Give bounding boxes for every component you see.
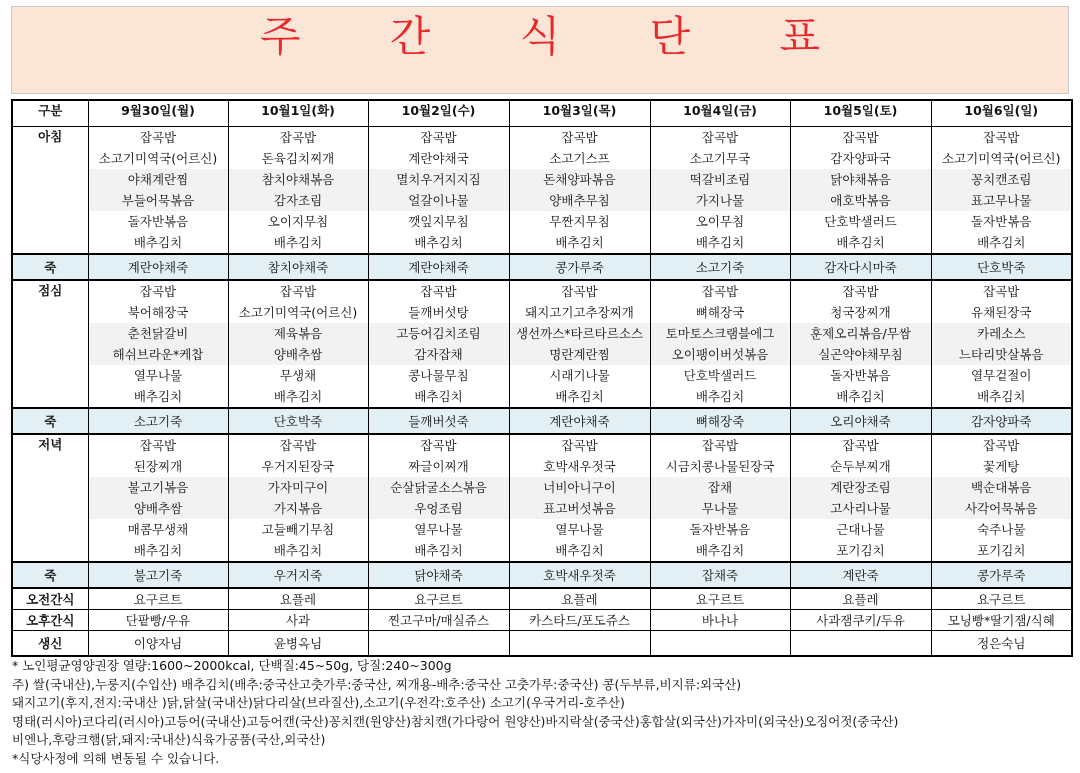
menu-item: 된장찌개 (133, 459, 183, 474)
menu-item: 배추김치 (133, 543, 183, 558)
menu-item: 감자조림 (229, 190, 368, 211)
menu-item: 실곤약야채무침 (791, 344, 931, 365)
am-snack-item: 요구르트 (931, 588, 1072, 610)
menu-item: 돌자반볶음 (830, 368, 891, 383)
note-line: 명태(러시아)코다리(러시아)고등어(국내산)고등어캔(국산)꽁치캔(원양산)참치캔(가다랑어 원양산)바지락살(중국산)홍합살(외국산)가자미(외국산)오징어젓(중국산) (12, 713, 899, 729)
porridge-item: 콩가루죽 (931, 562, 1072, 588)
day-menu-cell (790, 127, 931, 255)
birthday-item (650, 631, 790, 657)
menu-item: 소고기미역국(어르신) (98, 151, 218, 166)
menu-item: 배추김치 (273, 389, 323, 404)
pm-snack-label: 오후간식 (12, 610, 88, 631)
menu-item: 잡곡밥 (701, 438, 739, 453)
day-menu-cell (368, 127, 509, 255)
menu-item: 배추김치 (977, 235, 1026, 250)
day-menu-cell (650, 434, 790, 562)
menu-item: 계란야채국 (408, 151, 469, 166)
menu-item: 배추김치 (555, 543, 604, 558)
menu-item: 양배추쌈 (89, 498, 228, 519)
porridge-item: 들깨버섯죽 (368, 408, 509, 434)
menu-item: 참치야채볶음 (229, 169, 368, 190)
porridge-item: 참치야채죽 (228, 254, 368, 280)
porridge-item: 닭야채죽 (368, 562, 509, 588)
header-day: 10월4일(금) (650, 100, 790, 127)
menu-item: 시래기나물 (549, 368, 610, 383)
meal-label: 아침 (12, 127, 88, 255)
day-menu-cell (228, 127, 368, 255)
porridge-item: 뼈해장죽 (650, 408, 790, 434)
menu-item: 너비아니구이 (510, 477, 650, 498)
menu-item: 멸치우거지지짐 (369, 169, 509, 190)
header-category: 구분 (12, 100, 88, 127)
menu-item: 돌자반볶음 (689, 522, 751, 537)
am-snack-item: 요구르트 (650, 588, 790, 610)
porridge-item: 단호박죽 (931, 254, 1072, 280)
menu-item: 잡곡밥 (842, 438, 879, 453)
am-snack-item: 요플레 (228, 588, 368, 610)
menu-item: 배추김치 (273, 235, 323, 250)
menu-item: 청국장찌개 (830, 305, 891, 320)
day-menu-cell (931, 280, 1072, 408)
menu-item: 표고무나물 (932, 190, 1072, 211)
porridge-item: 오리야채죽 (790, 408, 931, 434)
menu-item: 포기김치 (977, 543, 1026, 558)
pm-snack-item: 카스타드/포도쥬스 (509, 610, 650, 631)
porridge-row (12, 562, 1072, 588)
header-day: 10월6일(일) (931, 100, 1072, 127)
note-line: * 노인평균영양권장 열량:1600~2000kcal, 단백질:45~50g, 당질:240~300g (12, 658, 452, 673)
menu-item: 애호박볶음 (791, 190, 931, 211)
porridge-item: 잡채죽 (650, 562, 790, 588)
menu-item: 매콤무생채 (127, 522, 189, 537)
menu-item: 얼갈이나물 (369, 190, 509, 211)
menu-item: 소고기미역국(어르신) (238, 305, 358, 320)
menu-item: 제육볶음 (229, 323, 368, 344)
menu-item: 잡곡밥 (842, 130, 879, 145)
day-menu-cell (650, 280, 790, 408)
day-menu-cell (88, 280, 228, 408)
menu-item: 무생채 (279, 368, 317, 383)
menu-item: 소고기미역국(어르신) (942, 151, 1061, 166)
menu-item: 단호박샐러드 (824, 214, 897, 229)
menu-item: 배추김치 (133, 389, 183, 404)
menu-item: 뼈해장국 (695, 305, 745, 320)
menu-item: 배추김치 (555, 235, 604, 250)
menu-item: 무짠지무침 (549, 214, 610, 229)
menu-item: 돈육김치찌개 (261, 151, 335, 166)
day-menu-cell (790, 434, 931, 562)
menu-item: 잡곡밥 (842, 284, 879, 299)
menu-item: 꽁치캔조림 (932, 169, 1072, 190)
menu-item: 소고기스프 (549, 151, 610, 166)
menu-item: 배추김치 (695, 235, 745, 250)
menu-item: 가지볶음 (229, 498, 368, 519)
menu-item: 고사리나물 (791, 498, 931, 519)
menu-item: 돈채양파볶음 (510, 169, 650, 190)
birthday-item (368, 631, 509, 657)
menu-item: 깻잎지무침 (408, 214, 469, 229)
birthday-row (12, 631, 1072, 657)
am-snack-item: 요플레 (509, 588, 650, 610)
menu-item: 우거지된장국 (261, 459, 335, 474)
birthday-item: 윤병옥님 (228, 631, 368, 657)
day-menu-cell (368, 280, 509, 408)
menu-item: 감자양파국 (830, 151, 891, 166)
menu-item: 사각어묵볶음 (932, 498, 1072, 519)
am-snack-item: 요플레 (790, 588, 931, 610)
menu-item: 순살닭굴소스볶음 (369, 477, 509, 498)
menu-item: 표고버섯볶음 (510, 498, 650, 519)
menu-item: 단호박샐러드 (683, 368, 757, 383)
day-menu-cell (931, 127, 1072, 255)
menu-item: 잡곡밥 (279, 284, 317, 299)
menu-item: 카레소스 (932, 323, 1072, 344)
menu-item: 배추김치 (555, 389, 604, 404)
menu-item: 돌자반볶음 (971, 214, 1032, 229)
menu-item: 열무겉절이 (971, 368, 1032, 383)
menu-item: 잡채 (651, 477, 790, 498)
menu-item: 생선까스*타르타르소스 (510, 323, 650, 344)
menu-item: 북어해장국 (127, 305, 189, 320)
menu-item: 잡곡밥 (279, 130, 317, 145)
menu-item: 부들어묵볶음 (89, 190, 228, 211)
pm-snack-item: 찐고구마/매실쥬스 (368, 610, 509, 631)
header-day: 10월5일(토) (790, 100, 931, 127)
menu-item: 시금치콩나물된장국 (665, 459, 775, 474)
porridge-item: 계란야채죽 (368, 254, 509, 280)
menu-item: 콩나물무침 (408, 368, 469, 383)
porridge-item: 호박새우젓죽 (509, 562, 650, 588)
menu-item: 양배추무침 (510, 190, 650, 211)
menu-item: 열무나물 (133, 368, 183, 383)
menu-item: 포기김치 (836, 543, 885, 558)
menu-item: 배추김치 (133, 235, 183, 250)
menu-item: 해쉬브라운*케찹 (89, 344, 228, 365)
menu-item: 배추김치 (414, 543, 463, 558)
menu-item: 오이지무침 (267, 214, 329, 229)
am-snack-row (12, 588, 1072, 610)
menu-item: 춘천닭갈비 (89, 323, 228, 344)
birthday-item (790, 631, 931, 657)
header-day: 9월30일(월) (88, 100, 228, 127)
menu-item: 고들빼기무침 (261, 522, 335, 537)
menu-item: 잡곡밥 (561, 284, 598, 299)
porridge-item: 계란죽 (790, 562, 931, 588)
menu-item: 잡곡밥 (561, 130, 598, 145)
porridge-item: 불고기죽 (88, 562, 228, 588)
note-line: 돼지고기(후지,전지:국내산 )닭,닭살(국내산)닭다리살(브라질산),소고기(우전각:호주산) 소고기(우국거리-호주산) (12, 695, 625, 711)
birthday-item: 정은숙님 (931, 631, 1072, 657)
porridge-item: 콩가루죽 (509, 254, 650, 280)
menu-item: 양배추쌈 (229, 344, 368, 365)
menu-item: 열무나물 (555, 522, 604, 537)
menu-item: 오이무침 (695, 214, 745, 229)
menu-item: 잡곡밥 (701, 284, 739, 299)
day-menu-cell (790, 280, 931, 408)
menu-item: 유채된장국 (971, 305, 1032, 320)
porridge-label: 죽 (12, 254, 88, 280)
pm-snack-item: 바나나 (650, 610, 790, 631)
meal-label: 점심 (12, 280, 88, 408)
menu-item: 돼지고기고추장찌개 (525, 305, 634, 320)
day-menu-cell (931, 434, 1072, 562)
menu-item: 배추김치 (695, 389, 745, 404)
menu-item: 훈제오리볶음/무쌈 (791, 323, 931, 344)
day-menu-cell (88, 434, 228, 562)
pm-snack-item: 사과 (228, 610, 368, 631)
menu-item: 배추김치 (414, 235, 463, 250)
menu-item: 꽃게탕 (983, 459, 1020, 474)
menu-item: 오이팽이버섯볶음 (651, 344, 790, 365)
title-banner (11, 6, 1069, 94)
menu-item: 잡곡밥 (279, 438, 317, 453)
day-menu-cell (88, 127, 228, 255)
porridge-item: 단호박죽 (228, 408, 368, 434)
day-menu-cell (509, 280, 650, 408)
menu-item: 가지나물 (651, 190, 790, 211)
am-snack-item: 요구르트 (88, 588, 228, 610)
porridge-item: 계란야채죽 (88, 254, 228, 280)
menu-item: 숙주나물 (977, 522, 1026, 537)
menu-item: 무나물 (651, 498, 790, 519)
menu-item: 호박새우젓국 (543, 459, 616, 474)
menu-item: 잡곡밥 (420, 130, 457, 145)
note-line: 주) 쌀(국내산),누룽지(수입산) 배추김치(배추:중국산고춧가루:중국산, 찌개용-배추:중국산 고춧가루:중국산) 콩(두부류,비지류:외국산) (12, 676, 742, 692)
header-day: 10월2일(수) (368, 100, 509, 127)
menu-item: 배추김치 (977, 389, 1026, 404)
meal-row (12, 127, 1072, 255)
porridge-item: 감자양파죽 (931, 408, 1072, 434)
menu-item: 백순대볶음 (932, 477, 1072, 498)
menu-item: 배추김치 (836, 235, 885, 250)
menu-item: 명란계란찜 (510, 344, 650, 365)
menu-item: 배추김치 (414, 389, 463, 404)
day-menu-cell (650, 127, 790, 255)
pm-snack-row (12, 610, 1072, 631)
day-menu-cell (228, 434, 368, 562)
menu-item: 떡갈비조림 (651, 169, 790, 190)
menu-item: 잡곡밥 (983, 130, 1020, 145)
menu-item: 근대나물 (836, 522, 885, 537)
day-menu-cell (228, 280, 368, 408)
porridge-label: 죽 (12, 408, 88, 434)
porridge-row (12, 408, 1072, 434)
day-menu-cell (509, 127, 650, 255)
note-line: 비엔나,후랑크햄(닭,돼지:국내산)식육가공품(국산,외국산) (12, 732, 326, 748)
menu-item: 잡곡밥 (139, 438, 177, 453)
menu-item: 우엉조림 (369, 498, 509, 519)
header-row (12, 100, 1072, 127)
meal-row (12, 434, 1072, 562)
header-day: 10월1일(화) (228, 100, 368, 127)
porridge-item: 소고기죽 (650, 254, 790, 280)
menu-item: 잡곡밥 (983, 284, 1020, 299)
menu-item: 잡곡밥 (983, 438, 1020, 453)
menu-item: 야채계란찜 (89, 169, 228, 190)
day-menu-cell (509, 434, 650, 562)
menu-item: 돌자반볶음 (127, 214, 189, 229)
am-snack-label: 오전간식 (12, 588, 88, 610)
birthday-label: 생신 (12, 631, 88, 657)
menu-item: 짜글이찌개 (408, 459, 469, 474)
porridge-row (12, 254, 1072, 280)
day-menu-cell (368, 434, 509, 562)
footnotes (12, 657, 1072, 769)
menu-item: 잡곡밥 (139, 130, 177, 145)
porridge-label: 죽 (12, 562, 88, 588)
header-day: 10월3일(목) (509, 100, 650, 127)
menu-item: 잡곡밥 (420, 284, 457, 299)
menu-item: 잡곡밥 (139, 284, 177, 299)
am-snack-item: 요구르트 (368, 588, 509, 610)
menu-item: 잡곡밥 (420, 438, 457, 453)
menu-item: 고등어김치조림 (369, 323, 509, 344)
menu-item: 잡곡밥 (701, 130, 739, 145)
menu-item: 들깨버섯탕 (408, 305, 469, 320)
birthday-item: 이양자님 (88, 631, 228, 657)
menu-item: 잡곡밥 (561, 438, 598, 453)
pm-snack-item: 단팥빵/우유 (88, 610, 228, 631)
menu-item: 계란장조림 (791, 477, 931, 498)
porridge-item: 감자다시마죽 (790, 254, 931, 280)
porridge-item: 소고기죽 (88, 408, 228, 434)
menu-item: 가자미구이 (229, 477, 368, 498)
menu-item: 순두부찌개 (830, 459, 891, 474)
page-title: 주 간 식 단 표 (259, 12, 859, 61)
menu-item: 열무나물 (414, 522, 463, 537)
menu-item: 소고기무국 (689, 151, 751, 166)
meal-row (12, 280, 1072, 408)
menu-item: 닭야채볶음 (791, 169, 931, 190)
birthday-item (509, 631, 650, 657)
note-line: *식당사정에 의해 변동될 수 있습니다. (12, 750, 220, 766)
menu-item: 배추김치 (836, 389, 885, 404)
porridge-item: 우거지죽 (228, 562, 368, 588)
weekly-menu-table (11, 99, 1073, 657)
menu-item: 토마토스크램블에그 (651, 323, 790, 344)
menu-item: 배추김치 (695, 543, 745, 558)
menu-item: 불고기볶음 (89, 477, 228, 498)
meal-label: 저녁 (12, 434, 88, 562)
pm-snack-item: 모닝빵*딸기잼/식혜 (931, 610, 1072, 631)
menu-item: 감자잡채 (369, 344, 509, 365)
pm-snack-item: 사과잼쿠키/두유 (790, 610, 931, 631)
menu-item: 배추김치 (273, 543, 323, 558)
menu-item: 느타리맛살볶음 (932, 344, 1072, 365)
porridge-item: 계란야채죽 (509, 408, 650, 434)
